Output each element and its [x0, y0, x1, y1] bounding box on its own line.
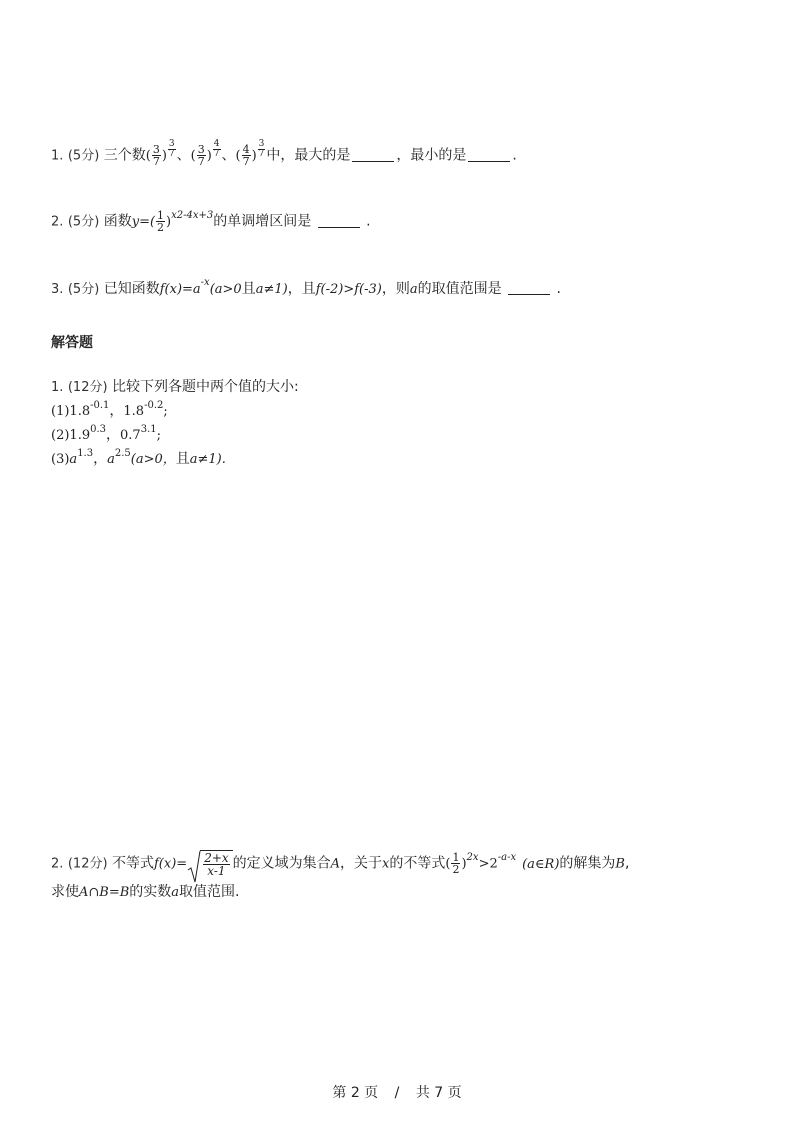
answer-question-2: 2. (12分) 不等式f(x)= $\frac{2+x}{x-1}$ 的定义域为集合A，关于x的不等式( $\frac{1}{2}$ )$^{2x}>2^{-a-x}$ (a∈R)的解集为B, — [51, 850, 629, 877]
answer-question-1 — [51, 377, 299, 398]
question-text: 函数 — [103, 213, 132, 230]
answer-blank[interactable] — [318, 213, 360, 228]
question-text: 比较下列各题中两个值的大小: — [112, 379, 299, 395]
answer-question-2-line-2: 求使A∩B=B的实数a取值范围. — [51, 884, 240, 900]
question-number: 2. — [51, 856, 64, 872]
fraction: $\frac{3}{7}$ — [197, 143, 205, 169]
section-title: 解答题 — [51, 335, 93, 351]
question-number: 3. — [51, 282, 64, 297]
question-score: (5分) — [67, 282, 100, 297]
question-number: 2. — [51, 214, 64, 230]
answer-question-1-part-3: $(3)a^{1.3}$，$a^{2.5}(a>0$，且a≠1). — [51, 447, 226, 467]
question-number: 1. — [51, 380, 64, 395]
fill-question-1: 1. (5分) 三个数( $\frac{3}{7}$ ) $^{\frac{3}{7}}$ 、( $\frac{3}{7}$ ) $^{\frac{4}{7}}$ 、( $\frac{4}{7}$ ) $^{\frac{3}{7}}$ 中，最大的是 ，最小的是 . — [51, 139, 517, 169]
footer-separator: / — [394, 1085, 400, 1101]
answer-blank[interactable] — [508, 280, 550, 295]
question-score: (12分) — [67, 380, 108, 395]
fraction: $\frac{4}{7}$ — [242, 143, 250, 169]
answer-blank[interactable] — [352, 147, 394, 162]
exponent: x2-4x+3 — [171, 209, 214, 221]
answer-question-1-part-1: $(1)1.8^{-0.1}$，$1.8^{-0.2}$; — [51, 399, 168, 419]
answer-blank[interactable] — [468, 147, 510, 162]
fraction: $\frac{1}{2}$ — [157, 209, 165, 234]
question-number: 1. — [51, 148, 64, 164]
page-total: 共 7 页 — [415, 1085, 462, 1101]
square-root: $\frac{2+x}{x-1}$ — [187, 850, 232, 877]
question-score: (5分) — [67, 214, 100, 230]
answer-question-1-part-2: $(2)1.9^{0.3}$，$0.7^{3.1}$; — [51, 423, 161, 443]
fraction: $\frac{1}{2}$ — [452, 851, 460, 876]
fraction: $\frac{3}{7}$ — [152, 143, 160, 169]
question-text: 不等式 — [112, 855, 154, 872]
question-score: (12分) — [67, 856, 108, 872]
question-text: 已知函数 — [103, 281, 160, 297]
fill-question-3: 3. (5分) 已知函数$f(x)=a^{-x}(a>0$且a≠1)，且f(-2)>f(-3)，则a的取值范围是 . — [51, 277, 561, 297]
page-footer — [0, 1082, 794, 1102]
question-text: 三个数 — [103, 147, 146, 164]
page-number: 第 2 页 — [332, 1085, 379, 1101]
question-score: (5分) — [67, 148, 100, 164]
fill-question-2: 2. (5分) 函数y=( $\frac{1}{2}$ )$^{x2-4x+3}$的单调增区间是 . — [51, 209, 371, 234]
